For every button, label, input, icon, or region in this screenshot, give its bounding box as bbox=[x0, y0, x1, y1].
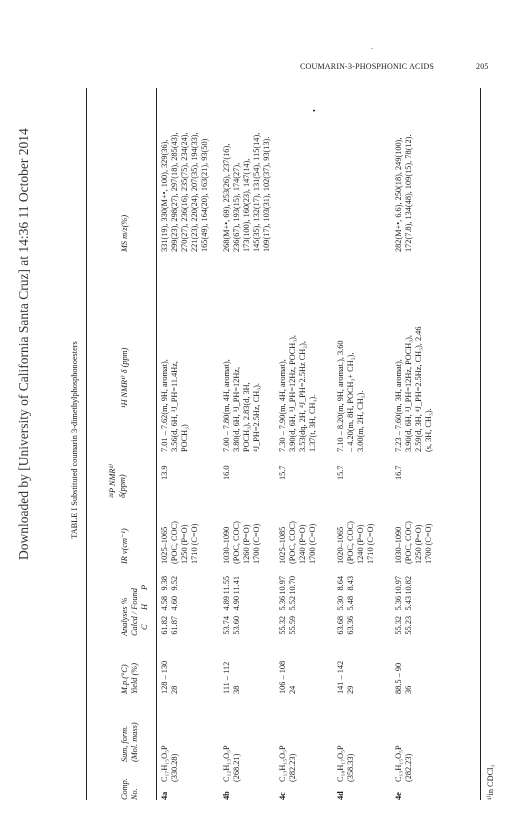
print-mark: • bbox=[310, 109, 319, 112]
ir-bands: 1025–1085 (POC, COC) 1240 (P=O) 1700 (C=O) bbox=[278, 521, 317, 564]
header-ir: IR ν(cm⁻¹) bbox=[120, 528, 129, 564]
analysis-value: 61.82 61.87 bbox=[160, 616, 179, 635]
sum-formula: C₁₂H₁₃O₅P (268.21) bbox=[222, 745, 241, 782]
analysis-value: 11.55 11.41 bbox=[222, 576, 241, 595]
analysis-value: 55.32 55.59 bbox=[278, 616, 297, 635]
ms-data: 282(M+•, 6.6), 250(18), 249(100), 172(7.8), 134(48), 109(15), 78(12). bbox=[394, 134, 413, 252]
p31-shift: 13.9 bbox=[160, 465, 169, 480]
running-head-title: COUMARIN-3-PHOSPHONIC ACIDS bbox=[300, 62, 435, 71]
analysis-value: 63.68 63.36 bbox=[336, 616, 355, 635]
melting-point-yield: 106 – 108 24 bbox=[278, 660, 297, 694]
h1-nmr-data: 7.23 – 7.60(m, 3H, aromat), 3.90(d, 6H, ³J_PH=12Hz, POCH₃), 2.59(d, 3H, ⁴J_PH=2.5Hz, CH₃), 2.46 (s, 3H, CH₃). bbox=[394, 326, 433, 452]
analysis-value: 53.74 53.60 bbox=[222, 616, 241, 635]
melting-point-yield: 88.5 – 90 36 bbox=[394, 662, 413, 694]
melting-point-yield: 111 – 112 38 bbox=[222, 661, 241, 694]
ir-bands: 1030–1090 (POC, COC) 1260 (P=O) 1700 (C=O) bbox=[222, 521, 261, 564]
compound-number: 4b bbox=[222, 791, 231, 800]
download-watermark: Downloaded by [University of California Santa Cruz] at 14:36 11 October 2014 bbox=[16, 128, 31, 560]
header-c: C bbox=[140, 624, 149, 630]
analysis-value: 5.36 5.52 bbox=[278, 596, 297, 611]
analysis-value: 5.30 5.48 bbox=[336, 596, 355, 611]
header-ms: MS m/z(%) bbox=[120, 214, 129, 252]
compound-number: 4c bbox=[278, 792, 287, 800]
h1-nmr-data: 7.30 – 7.90(m, 4H, aromat), 3.90(d, 6H, ³J_PH=12Hz, POCH₃), 3.53(dq, 2H, ⁴J_PH=2.5Hz CH₂), 1.37(t, 3H, CH₃). bbox=[278, 335, 317, 452]
table-bottom-rule bbox=[480, 88, 481, 800]
ms-data: 331(19), 330(M+•, 100), 329(36), 299(23), 298(27), 297(18), 285(43), 270(27), 236(16), 235(75), 234(24), 221(23), 220(24), 207(35), 194(33), 165(49), 164(20), 163(21), 93(50) bbox=[160, 132, 209, 252]
header-p31-nmr: ³¹P NMR¹⁾ δ(ppm) bbox=[108, 463, 127, 498]
running-head bbox=[0, 62, 524, 76]
compound-number: 4a bbox=[160, 791, 169, 800]
melting-point-yield: 141 – 142 29 bbox=[336, 660, 355, 694]
ir-bands: 1025–1065 (POC, COC) 1250 (P=O) 1710 (C=O) bbox=[160, 521, 199, 564]
header-formula: Sum, form. (Mol. mass) bbox=[120, 722, 139, 762]
compound-number: 4e bbox=[394, 792, 403, 800]
h1-nmr-data: 7.10 – 8.20(m, 9H, aromat.), 3.60 – 4.20(m, 8H, POCH₃+ CH₂), 3.00(m, 2H, CH₂). bbox=[336, 340, 365, 452]
h1-nmr-data: 7.01 – 7.62(m, 9H, aromat), 3.56(d, 6H, ³J_PH=11.4Hz, POCH₃) bbox=[160, 359, 189, 452]
analysis-value: 4.89 4.90 bbox=[222, 596, 241, 611]
sum-formula: C₁₇H₁₅O₅P (330.28) bbox=[160, 745, 179, 782]
header-bottom-rule bbox=[156, 88, 157, 800]
analysis-value: 8.64 8.43 bbox=[336, 576, 355, 591]
page-number: 205 bbox=[476, 62, 489, 71]
table-caption: TABLE I Substituted coumarin 3-dimethylphosphonoesters bbox=[70, 341, 79, 539]
melting-point-yield: 128 – 130 28 bbox=[160, 660, 179, 694]
header-h1-nmr: ¹H NMR¹⁾ δ (ppm) bbox=[120, 347, 129, 408]
analysis-value: 9.38 9.52 bbox=[160, 576, 179, 591]
header-mp-yield: M.p.(°C) Yield (%) bbox=[120, 663, 139, 694]
sum-formula: C₁₈H₁₇O₅P (358.33) bbox=[336, 745, 355, 782]
ir-bands: 1020–1065 (POC, COC) 1240 (P=O) 1710 (C=O) bbox=[336, 521, 375, 564]
analysis-value: 10.97 10.82 bbox=[394, 576, 413, 595]
print-mark: · bbox=[368, 47, 377, 50]
analysis-value: 10.97 10.70 bbox=[278, 576, 297, 595]
p31-shift: 15.7 bbox=[278, 465, 287, 480]
header-p: P bbox=[140, 584, 149, 590]
sum-formula: C₁₃H₁₅O₅P (282.23) bbox=[278, 745, 297, 782]
table-footnote: ¹⁾in CDCl₃ bbox=[486, 764, 495, 800]
compound-number: 4d bbox=[336, 791, 345, 800]
table-top-rule bbox=[86, 88, 87, 800]
ir-bands: 1030–1090 (POC, COC) 1250 (P=O) 1700 (C=O) bbox=[394, 521, 433, 564]
sum-formula: C₁₃H₁₅O₅P (282.23) bbox=[394, 745, 413, 782]
analysis-value: 4.58 4.60 bbox=[160, 596, 179, 611]
p31-shift: 15.7 bbox=[336, 465, 345, 480]
header-h: H bbox=[140, 604, 149, 610]
h1-nmr-data: 7.00 – 7.80(m, 4H, aromat), 3.80(d, 6H, ³J_PH=12Hz, POCH₃), 2.83(d, 3H, ⁴J_PH=2.5Hz, CH₃). bbox=[222, 359, 261, 452]
header-analyses: Analyses % Calcd / Found bbox=[120, 588, 139, 636]
analysis-value: 55.32 55.23 bbox=[394, 616, 413, 635]
header-comp: Comp. No. bbox=[120, 778, 139, 800]
p31-shift: 16.7 bbox=[394, 465, 403, 480]
p31-shift: 16.0 bbox=[222, 465, 231, 480]
ms-data: 268(M+•, 69), 253(26), 237(16), 236(67), 193(15), 174(27), 173(100), 160(23), 147(14), 145(35), 132(17), 131(54), 115(14), 109(17), 103(31), 102(37), 93(13). bbox=[222, 132, 271, 252]
analysis-value: 5.36 5.43 bbox=[394, 596, 413, 611]
